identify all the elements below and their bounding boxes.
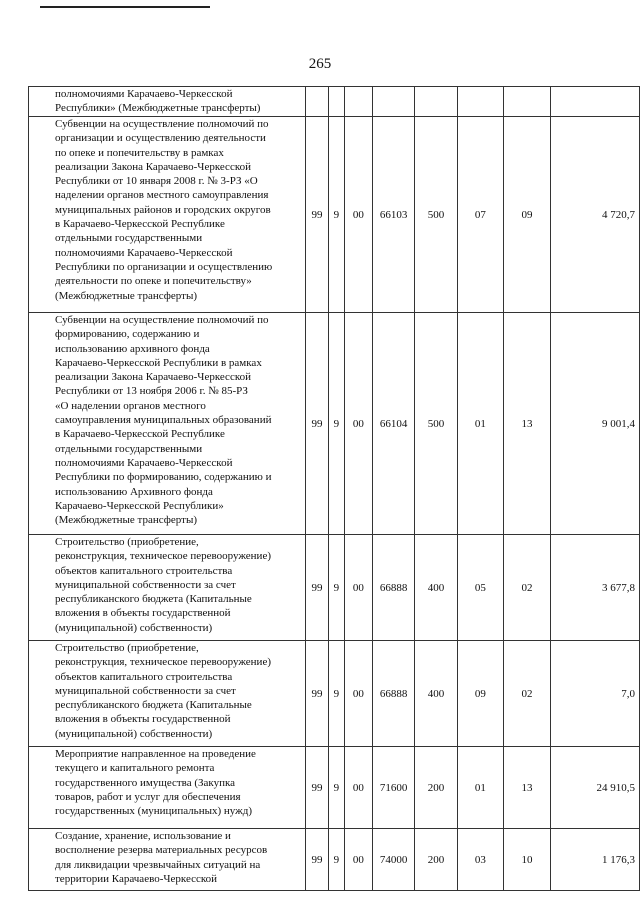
description-line: Республики от 10 января 2008 г. № 3-РЗ «О <box>55 175 258 188</box>
code-cell: 02 <box>503 535 550 641</box>
description-line: формированию, содержанию и <box>55 328 200 341</box>
description-line: Республики по формированию, содержанию и <box>55 471 272 484</box>
description-line: Строительство (приобретение, <box>55 536 199 548</box>
code-cell: 66103 <box>373 117 415 313</box>
budget-table <box>28 86 640 891</box>
description-line: реализации Закона Карачаево-Черкесской <box>55 371 251 384</box>
description-line: отдельными государственными <box>55 442 203 455</box>
description-line: Субвенции на осуществление полномочий по <box>55 118 269 130</box>
description-line: муниципальной собственности за счет <box>55 578 236 591</box>
description-line: Строительство (приобретение, <box>55 642 199 654</box>
code-cell: 200 <box>415 747 458 829</box>
code-cell: 400 <box>415 535 458 641</box>
code-cell: 9 <box>329 117 345 313</box>
description-line: реализации Закона Карачаево-Черкесской <box>55 160 251 173</box>
code-cell: 9 <box>329 829 345 891</box>
description-line: вложения в объекты государственной <box>55 607 231 620</box>
code-cell: 66104 <box>373 313 415 535</box>
code-cell: 01 <box>458 313 504 535</box>
description-line: товаров, работ и услуг для обеспечения <box>55 790 241 803</box>
code-cell: 00 <box>344 641 372 747</box>
code-cell: 99 <box>305 117 328 313</box>
description-line: (муниципальной) собственности) <box>55 727 213 740</box>
code-cell: 9 <box>329 641 345 747</box>
amount-cell: 24 910,5 <box>551 747 640 829</box>
row-description <box>29 641 306 747</box>
table-row <box>29 535 640 641</box>
description-line: в Карачаево-Черкесской Республике <box>55 428 225 441</box>
code-cell: 71600 <box>373 747 415 829</box>
code-cell: 09 <box>503 117 550 313</box>
code-cell: 07 <box>458 117 504 313</box>
description-line: полномочиями Карачаево-Черкесской <box>55 456 233 469</box>
description-line: полномочиями Карачаево-Черкесской <box>55 246 233 259</box>
code-cell: 00 <box>344 313 372 535</box>
code-cell <box>329 87 345 117</box>
code-cell <box>344 87 372 117</box>
table-row <box>29 829 640 891</box>
code-cell: 66888 <box>373 535 415 641</box>
description-line: Субвенции на осуществление полномочий по <box>55 314 269 326</box>
table-row <box>29 313 640 535</box>
code-cell <box>458 87 504 117</box>
description-line: организации и осуществлению деятельности <box>55 132 266 145</box>
code-cell: 99 <box>305 313 328 535</box>
description-line: использованию архивного фонда <box>55 342 210 355</box>
code-cell: 9 <box>329 535 345 641</box>
description-line: по опеке и попечительству в рамках <box>55 146 224 159</box>
code-cell: 00 <box>344 117 372 313</box>
code-cell: 00 <box>344 747 372 829</box>
table-body <box>29 87 640 891</box>
code-cell: 99 <box>305 829 328 891</box>
description-line: муниципальных районов и городских округов <box>55 203 271 216</box>
description-line: Республики» (Межбюджетные трансферты) <box>55 102 261 115</box>
description-line: территории Карачаево-Черкесской <box>55 872 218 885</box>
code-cell: 05 <box>458 535 504 641</box>
code-cell: 9 <box>329 313 345 535</box>
code-cell: 00 <box>344 829 372 891</box>
code-cell: 99 <box>305 747 328 829</box>
description-line: государственных (муниципальных) нужд) <box>55 805 252 818</box>
description-line: деятельности по опеке и попечительству» <box>55 275 252 288</box>
code-cell: 03 <box>458 829 504 891</box>
description-line: Республики от 13 ноября 2006 г. № 85-РЗ <box>55 385 248 398</box>
code-cell <box>373 87 415 117</box>
row-description <box>29 829 306 891</box>
description-line: (муниципальной) собственности) <box>55 621 213 634</box>
code-cell <box>415 87 458 117</box>
description-line: вложения в объекты государственной <box>55 713 231 726</box>
code-cell: 09 <box>458 641 504 747</box>
row-description <box>29 535 306 641</box>
code-cell: 02 <box>503 641 550 747</box>
row-description <box>29 117 306 313</box>
scan-edge-mark <box>40 6 210 8</box>
code-cell: 500 <box>415 117 458 313</box>
description-line: Карачаево-Черкесской Республики в рамках <box>55 356 262 369</box>
description-line: реконструкция, техническое перевооружение) <box>55 550 271 563</box>
description-line: в Карачаево-Черкесской Республике <box>55 218 225 231</box>
code-cell: 99 <box>305 535 328 641</box>
amount-cell: 3 677,8 <box>551 535 640 641</box>
amount-cell: 1 176,3 <box>551 829 640 891</box>
description-line: Республики по организации и осуществлению <box>55 260 273 273</box>
code-cell: 500 <box>415 313 458 535</box>
description-line: республиканского бюджета (Капитальные <box>55 593 252 606</box>
description-line: отдельными государственными <box>55 232 203 245</box>
amount-cell: 7,0 <box>551 641 640 747</box>
description-line: объектов капитального строительства <box>55 670 233 683</box>
description-line: Карачаево-Черкесской Республики» <box>55 499 224 512</box>
description-line: полномочиями Карачаево-Черкесской <box>55 88 233 100</box>
description-line: муниципальной собственности за счет <box>55 684 236 697</box>
description-line: республиканского бюджета (Капитальные <box>55 699 252 712</box>
code-cell <box>503 87 550 117</box>
code-cell: 99 <box>305 641 328 747</box>
table-row <box>29 117 640 313</box>
description-line: самоуправления муниципальных образований <box>55 414 272 427</box>
description-line: (Межбюджетные трансферты) <box>55 514 197 527</box>
code-cell: 74000 <box>373 829 415 891</box>
description-line: для ликвидации чрезвычайных ситуаций на <box>55 858 261 871</box>
code-cell: 00 <box>344 535 372 641</box>
code-cell: 9 <box>329 747 345 829</box>
amount-cell: 4 720,7 <box>551 117 640 313</box>
description-line: Мероприятие направленное на проведение <box>55 748 256 760</box>
code-cell: 13 <box>503 747 550 829</box>
code-cell <box>305 87 328 117</box>
page-number: 265 <box>308 56 332 72</box>
code-cell: 400 <box>415 641 458 747</box>
description-line: наделении органов местного самоуправления <box>55 189 269 202</box>
description-line: государственного имущества (Закупка <box>55 776 236 789</box>
table-row <box>29 747 640 829</box>
description-line: объектов капитального строительства <box>55 564 233 577</box>
table-row <box>29 87 640 117</box>
description-line: восполнение резерва материальных ресурсов <box>55 844 268 857</box>
row-description <box>29 87 306 117</box>
row-description <box>29 747 306 829</box>
code-cell: 66888 <box>373 641 415 747</box>
code-cell: 01 <box>458 747 504 829</box>
amount-cell <box>551 87 640 117</box>
description-line: реконструкция, техническое перевооружение) <box>55 656 271 669</box>
code-cell: 13 <box>503 313 550 535</box>
description-line: «О наделении органов местного <box>55 399 206 412</box>
description-line: Создание, хранение, использование и <box>55 830 231 842</box>
code-cell: 10 <box>503 829 550 891</box>
table-row <box>29 641 640 747</box>
description-line: текущего и капитального ремонта <box>55 762 215 775</box>
amount-cell: 9 001,4 <box>551 313 640 535</box>
description-line: использованию Архивного фонда <box>55 485 213 498</box>
description-line: (Межбюджетные трансферты) <box>55 289 197 302</box>
code-cell: 200 <box>415 829 458 891</box>
row-description <box>29 313 306 535</box>
